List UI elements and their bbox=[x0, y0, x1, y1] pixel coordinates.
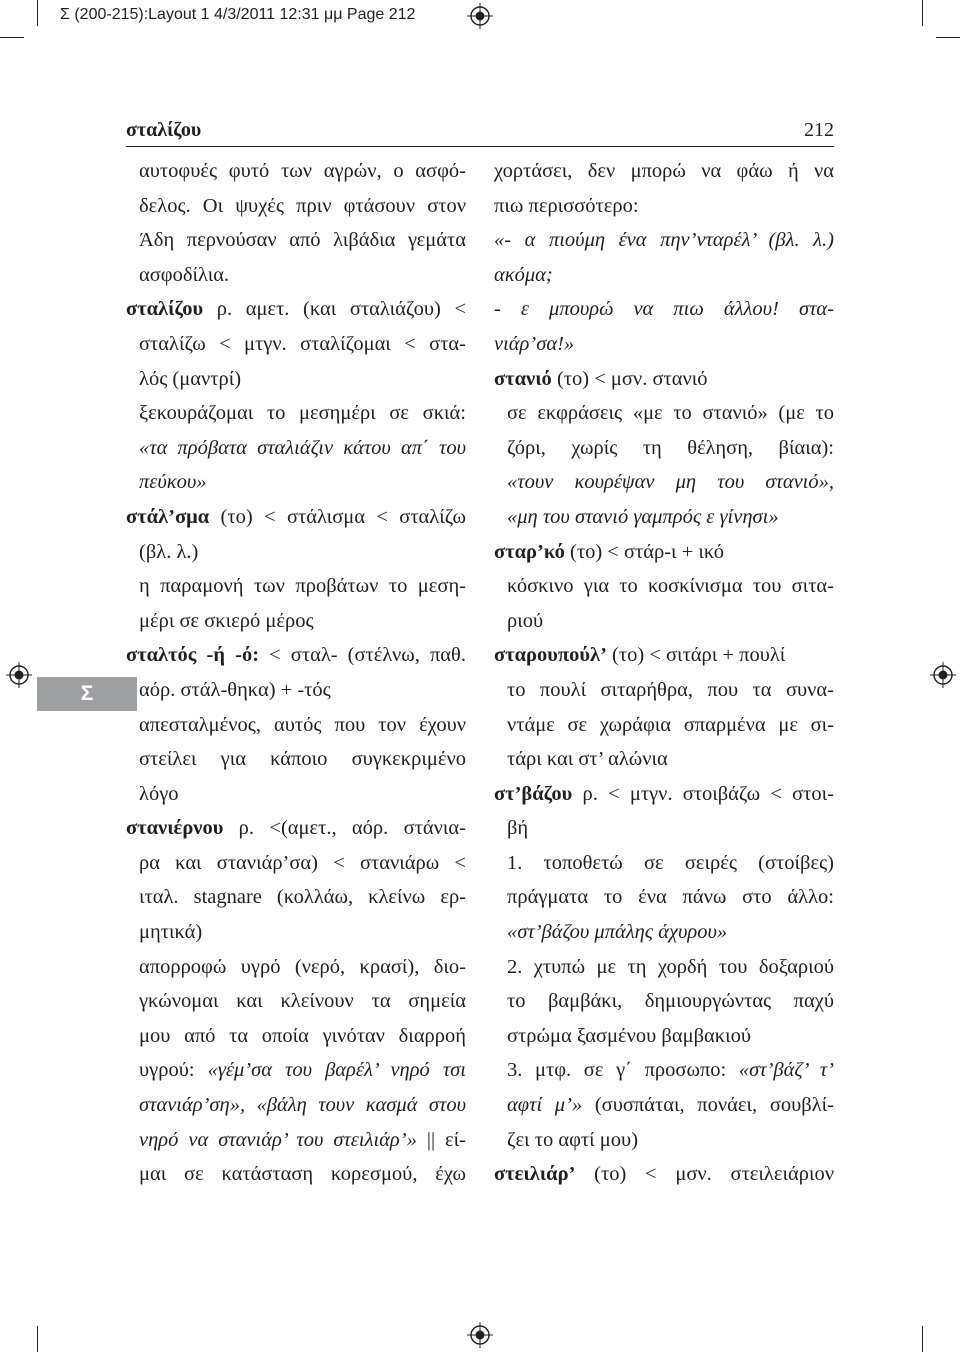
text-line bbox=[494, 396, 834, 431]
text-line bbox=[126, 292, 466, 327]
text-line bbox=[494, 465, 834, 500]
definition-text: πράγματα το ένα πάνω στο άλλο: bbox=[507, 886, 834, 909]
headword: στανιέρνου bbox=[126, 817, 224, 840]
example-quote: «στ’βάζ’ τ’ bbox=[738, 1059, 834, 1082]
definition-text: υγρού: bbox=[139, 1059, 208, 1082]
headword: σταλίζου bbox=[126, 298, 204, 321]
text-line bbox=[126, 431, 466, 466]
text-line bbox=[126, 569, 466, 604]
definition-text: αυτοφυές φυτό των αγρών, ο ασφό- bbox=[139, 160, 466, 182]
text-line bbox=[126, 223, 466, 258]
text-line bbox=[494, 950, 834, 985]
crop-mark-right-upper bbox=[936, 37, 960, 38]
example-quote: «- α πιούμη ένα πην’νταρέλ’ (βλ. λ.) bbox=[494, 229, 834, 252]
definition-text: μητικά) bbox=[139, 921, 203, 944]
thumb-tab-letter: Σ bbox=[80, 682, 94, 705]
crop-mark-bottom-right bbox=[922, 1326, 923, 1352]
text-line bbox=[494, 604, 834, 639]
text-line bbox=[126, 846, 466, 881]
definition-text: (το) < σιτάρι + πουλί bbox=[606, 644, 786, 667]
definition-text: κόσκινο για το κοσκίνισμα του σιτα- bbox=[507, 575, 834, 598]
text-line bbox=[126, 742, 466, 777]
print-slug-line: Σ (200-215):Layout 1 4/3/2011 12:31 μμ Page 212 bbox=[60, 6, 416, 23]
definition-text: (βλ. λ.) bbox=[139, 540, 199, 563]
headword: στ’βάζου bbox=[494, 782, 573, 805]
definition-text: (το) < στάρ-ι + ικό bbox=[564, 540, 725, 563]
headword: σταρουπούλ’ bbox=[494, 644, 607, 667]
text-line bbox=[126, 777, 466, 812]
definition-text: μέρι σε σκιερό μέρος bbox=[139, 609, 314, 632]
text-line bbox=[126, 500, 466, 535]
text-line bbox=[126, 396, 466, 431]
definition-text: ριού bbox=[507, 609, 544, 632]
left-column bbox=[126, 154, 466, 1192]
registration-mark-left-icon bbox=[6, 662, 32, 688]
definition-text: (το) < μσν. στειλειάριον bbox=[575, 1163, 834, 1186]
example-quote: «τουν κουρέψαν μη του στανιό», bbox=[507, 471, 834, 494]
definition-text: σταλίζω < μτγν. σταλίζομαι < στα- bbox=[139, 332, 466, 355]
text-line bbox=[494, 292, 834, 327]
text-line bbox=[126, 915, 466, 950]
example-quote: «μη του στανιό γαμπρός ε γίνησι» bbox=[507, 505, 779, 528]
text-line bbox=[494, 811, 834, 846]
right-column bbox=[494, 154, 834, 1192]
text-line bbox=[494, 880, 834, 915]
definition-text: απεσταλμένος, αυτός που τον έχουν bbox=[139, 713, 466, 736]
definition-text: τάρι και στ’ αλώνια bbox=[507, 748, 668, 771]
text-line bbox=[494, 500, 834, 535]
definition-text: λόγο bbox=[139, 782, 179, 805]
crop-mark-top-left bbox=[37, 0, 38, 26]
definition-text: αόρ. στάλ-θηκα) + -τός bbox=[139, 678, 331, 701]
page-number: 212 bbox=[804, 119, 834, 141]
text-line bbox=[126, 1088, 466, 1123]
definition-text: 1. τοποθετώ σε σειρές (στοίβες) bbox=[507, 851, 834, 874]
text-line bbox=[126, 258, 466, 293]
text-line bbox=[126, 465, 466, 500]
text-line bbox=[494, 535, 834, 570]
definition-text: ζόρι, χωρίς τη θέληση, βίαια): bbox=[507, 436, 834, 459]
definition-text: 3. μτφ. σε γ΄ προσωπο: bbox=[507, 1059, 739, 1082]
text-line bbox=[126, 708, 466, 743]
definition-text: || εί- bbox=[416, 1128, 466, 1151]
text-line bbox=[126, 984, 466, 1019]
text-line bbox=[126, 535, 466, 570]
text-line bbox=[494, 362, 834, 397]
definition-text: (το) < στάλισμα < σταλίζω bbox=[209, 505, 466, 528]
text-line bbox=[126, 880, 466, 915]
text-line bbox=[126, 327, 466, 362]
headword: στανιό bbox=[494, 367, 552, 390]
definition-text: στρώμα ξασμένου βαμβακιού bbox=[507, 1024, 752, 1047]
text-line bbox=[494, 431, 834, 466]
text-line bbox=[126, 1053, 466, 1088]
definition-text: δελος. Οι ψυχές πριν φτάσουν στον bbox=[139, 194, 466, 217]
example-quote: «γέμ’σα του βαρέλ’ νηρό τσι bbox=[207, 1059, 466, 1082]
text-line bbox=[494, 1157, 834, 1192]
crop-mark-left-upper bbox=[0, 37, 24, 38]
text-line bbox=[494, 258, 834, 293]
definition-text: στείλει για κάποιο συγκεκριμένο bbox=[139, 748, 466, 771]
definition-text: ξεκουράζομαι το μεσημέρι σε σκιά: bbox=[139, 402, 466, 425]
registration-mark-right-icon bbox=[930, 662, 956, 688]
registration-mark-top-icon bbox=[467, 3, 493, 29]
example-quote: - ε μπουρώ να πιω άλλου! στα- bbox=[494, 298, 834, 321]
text-line bbox=[494, 915, 834, 950]
text-line bbox=[126, 1123, 466, 1158]
definition-text: πιω περισσότερο: bbox=[494, 194, 639, 217]
headword: στειλιάρ’ bbox=[494, 1163, 576, 1186]
text-line bbox=[126, 638, 466, 673]
text-line bbox=[494, 984, 834, 1019]
example-quote: πεύκου» bbox=[139, 471, 207, 494]
definition-text: ντάμε σε χωράφια σπαρμένα με σι- bbox=[507, 713, 834, 736]
definition-text: ρ. αμετ. (και σταλιάζου) < bbox=[203, 298, 466, 321]
definition-text: Άδη περνούσαν από λιβάδια γεμάτα bbox=[139, 229, 466, 252]
text-line bbox=[494, 1123, 834, 1158]
text-line bbox=[494, 154, 834, 189]
crop-mark-bottom-left bbox=[37, 1326, 38, 1352]
definition-text: η παραμονή των προβάτων το μεση- bbox=[139, 575, 466, 598]
text-line bbox=[126, 154, 466, 189]
text-line bbox=[494, 1088, 834, 1123]
definition-text: το βαμβάκι, δημιουργώντας παχύ bbox=[507, 990, 834, 1013]
definition-text: μαι σε κατάσταση κορεσμού, έχω bbox=[139, 1163, 466, 1186]
letter-thumb-tab bbox=[37, 677, 137, 711]
headword: σταλτός -ή -ό: bbox=[126, 644, 260, 667]
text-line bbox=[126, 604, 466, 639]
example-quote: νιάρ’σα!» bbox=[494, 332, 575, 355]
definition-text: (συσπάται, πονάει, σουβλί- bbox=[582, 1094, 834, 1117]
header-rule bbox=[126, 146, 834, 147]
definition-text: γκώνομαι και κλείνουν τα σημεία bbox=[139, 990, 466, 1013]
text-line bbox=[494, 1053, 834, 1088]
registration-mark-bottom-icon bbox=[467, 1322, 493, 1348]
definition-text: (το) < μσν. στανιό bbox=[551, 367, 708, 390]
example-quote: «τα πρόβατα σταλιάζιν κάτου απ΄ του bbox=[139, 436, 466, 459]
definition-text: ιταλ. stagnare (κολλάω, κλείνω ερ- bbox=[139, 886, 466, 909]
example-quote: νηρό να στανιάρ’ του στειλιάρ’» bbox=[139, 1128, 417, 1151]
definition-text: ρ. <(αμετ., αόρ. στάνια- bbox=[223, 817, 466, 840]
text-line bbox=[494, 327, 834, 362]
definition-text: 2. χτυπώ με τη χορδή του δοξαριού bbox=[507, 955, 834, 978]
definition-text: λός (μαντρί) bbox=[139, 367, 242, 390]
definition-text: το πουλί σιταρήθρα, που τα συνα- bbox=[507, 678, 834, 701]
headword: στάλ’σμα bbox=[126, 505, 210, 528]
text-line bbox=[126, 1019, 466, 1054]
example-quote: στανιάρ’ση», «βάλη τουν κασμά στου bbox=[139, 1094, 466, 1117]
definition-text: χορτάσει, δεν μπορώ να φάω ή να bbox=[494, 160, 834, 182]
text-line bbox=[126, 950, 466, 985]
definition-text: μου από τα οποία γινόταν διαρροή bbox=[139, 1024, 466, 1047]
definition-text: ρ. < μτγν. στοιβάζω < στοι- bbox=[572, 782, 834, 805]
headword: σταρ’κό bbox=[494, 540, 565, 563]
example-quote: ακόμα; bbox=[494, 263, 553, 286]
definition-text: ασφοδίλια. bbox=[139, 263, 230, 286]
text-line bbox=[494, 189, 834, 224]
running-head: σταλίζου bbox=[126, 119, 202, 141]
text-line bbox=[494, 1019, 834, 1054]
definition-text: ζει το αφτί μου) bbox=[507, 1128, 639, 1151]
text-line bbox=[494, 638, 834, 673]
text-line bbox=[126, 189, 466, 224]
text-line bbox=[126, 811, 466, 846]
definition-text: βή bbox=[507, 817, 529, 840]
definition-text: σε εκφράσεις «με το στανιό» (με το bbox=[507, 402, 834, 425]
example-quote: «στ’βάζου μπάλης άχυρου» bbox=[507, 921, 728, 944]
text-line bbox=[494, 742, 834, 777]
text-line bbox=[126, 673, 466, 708]
text-line bbox=[494, 708, 834, 743]
text-line bbox=[494, 223, 834, 258]
crop-mark-top-right bbox=[922, 0, 923, 26]
text-line bbox=[126, 1157, 466, 1192]
example-quote: αφτί μ’» bbox=[507, 1094, 583, 1117]
definition-text: < σταλ- (στέλνω, παθ. bbox=[259, 644, 466, 667]
text-line bbox=[494, 673, 834, 708]
text-line bbox=[494, 846, 834, 881]
text-line bbox=[494, 569, 834, 604]
text-line bbox=[126, 362, 466, 397]
text-line bbox=[494, 777, 834, 812]
definition-text: απορροφώ υγρό (νερό, κρασί), διο- bbox=[139, 955, 466, 978]
definition-text: ρα και στανιάρ’σα) < στανιάρω < bbox=[139, 851, 466, 874]
